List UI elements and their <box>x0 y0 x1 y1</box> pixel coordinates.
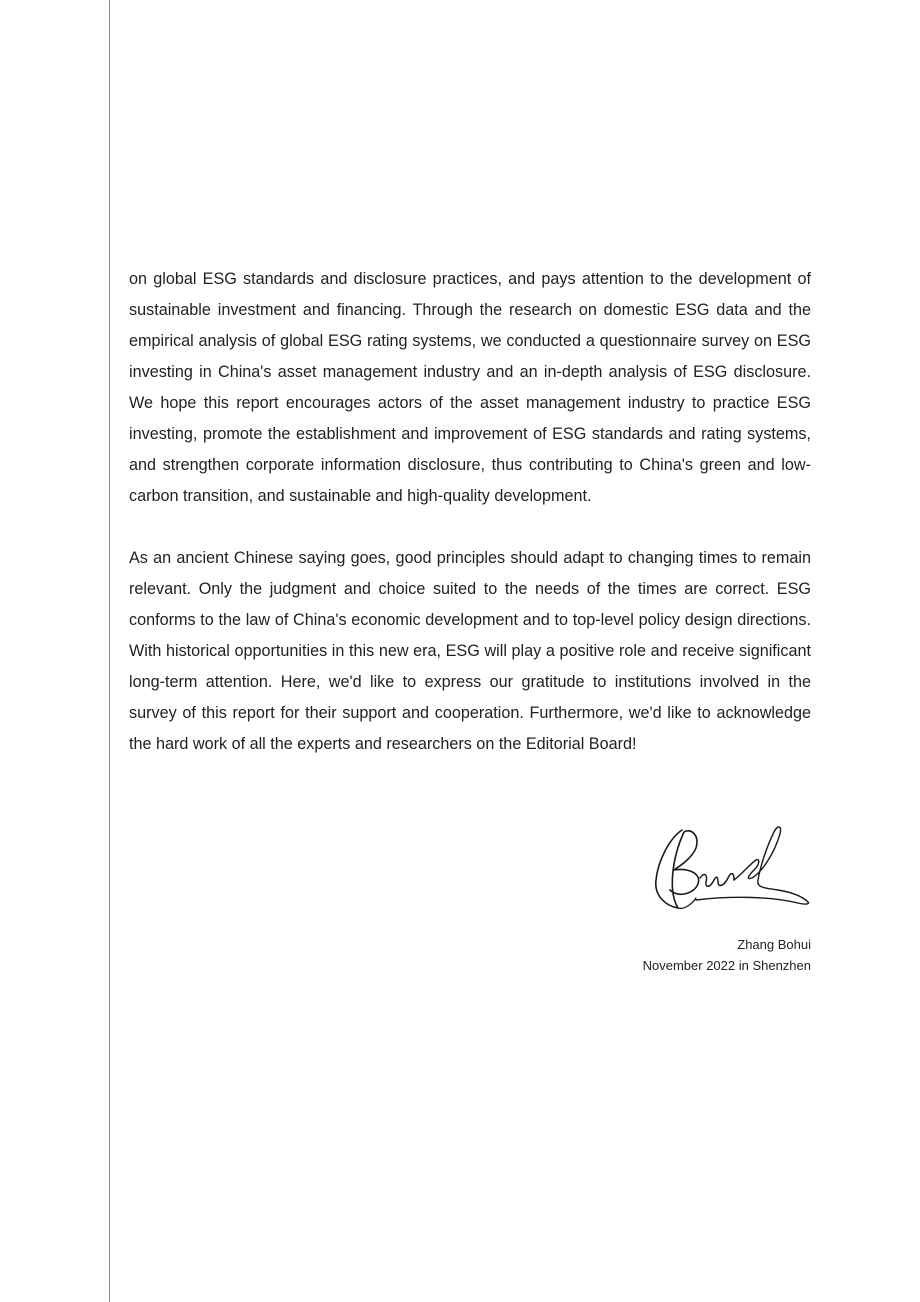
signing-date-place: November 2022 in Shenzhen <box>642 958 811 973</box>
paragraph-2: As an ancient Chinese saying goes, good principles should adapt to changing times to remain relevant. Only the judgment and choice suited to the needs of the times are correct. ESG conforms to the law of China's economic development and to top-level policy design directions. With historical opportunities in this new era, ESG will play a positive role and receive significant long-term attention. Here, we'd like to express our gratitude to institutions involved in the survey of this report for their support and cooperation. Furthermore, we'd like to acknowledge the hard work of all the experts and researchers on the Editorial Board! <box>129 549 811 753</box>
page-margin-rule <box>109 0 110 1302</box>
paragraph-1: on global ESG standards and disclosure practices, and pays attention to the development of sustainable investment and financing. Through the research on domestic ESG data and the empirical analysis of global ESG rating systems, we conducted a questionnaire survey on ESG investing in China's asset management industry and an in-depth analysis of ESG disclosure. We hope this report encourages actors of the asset management industry to practice ESG investing, promote the establishment and improvement of ESG standards and rating systems, and strengthen corporate information disclosure, thus contributing to China's green and low-carbon transition, and sustainable and high-quality development. <box>129 270 811 505</box>
signature-block <box>643 934 811 976</box>
handwritten-signature <box>648 818 814 914</box>
letter-body <box>129 264 811 760</box>
signer-name: Zhang Bohui <box>737 937 811 952</box>
